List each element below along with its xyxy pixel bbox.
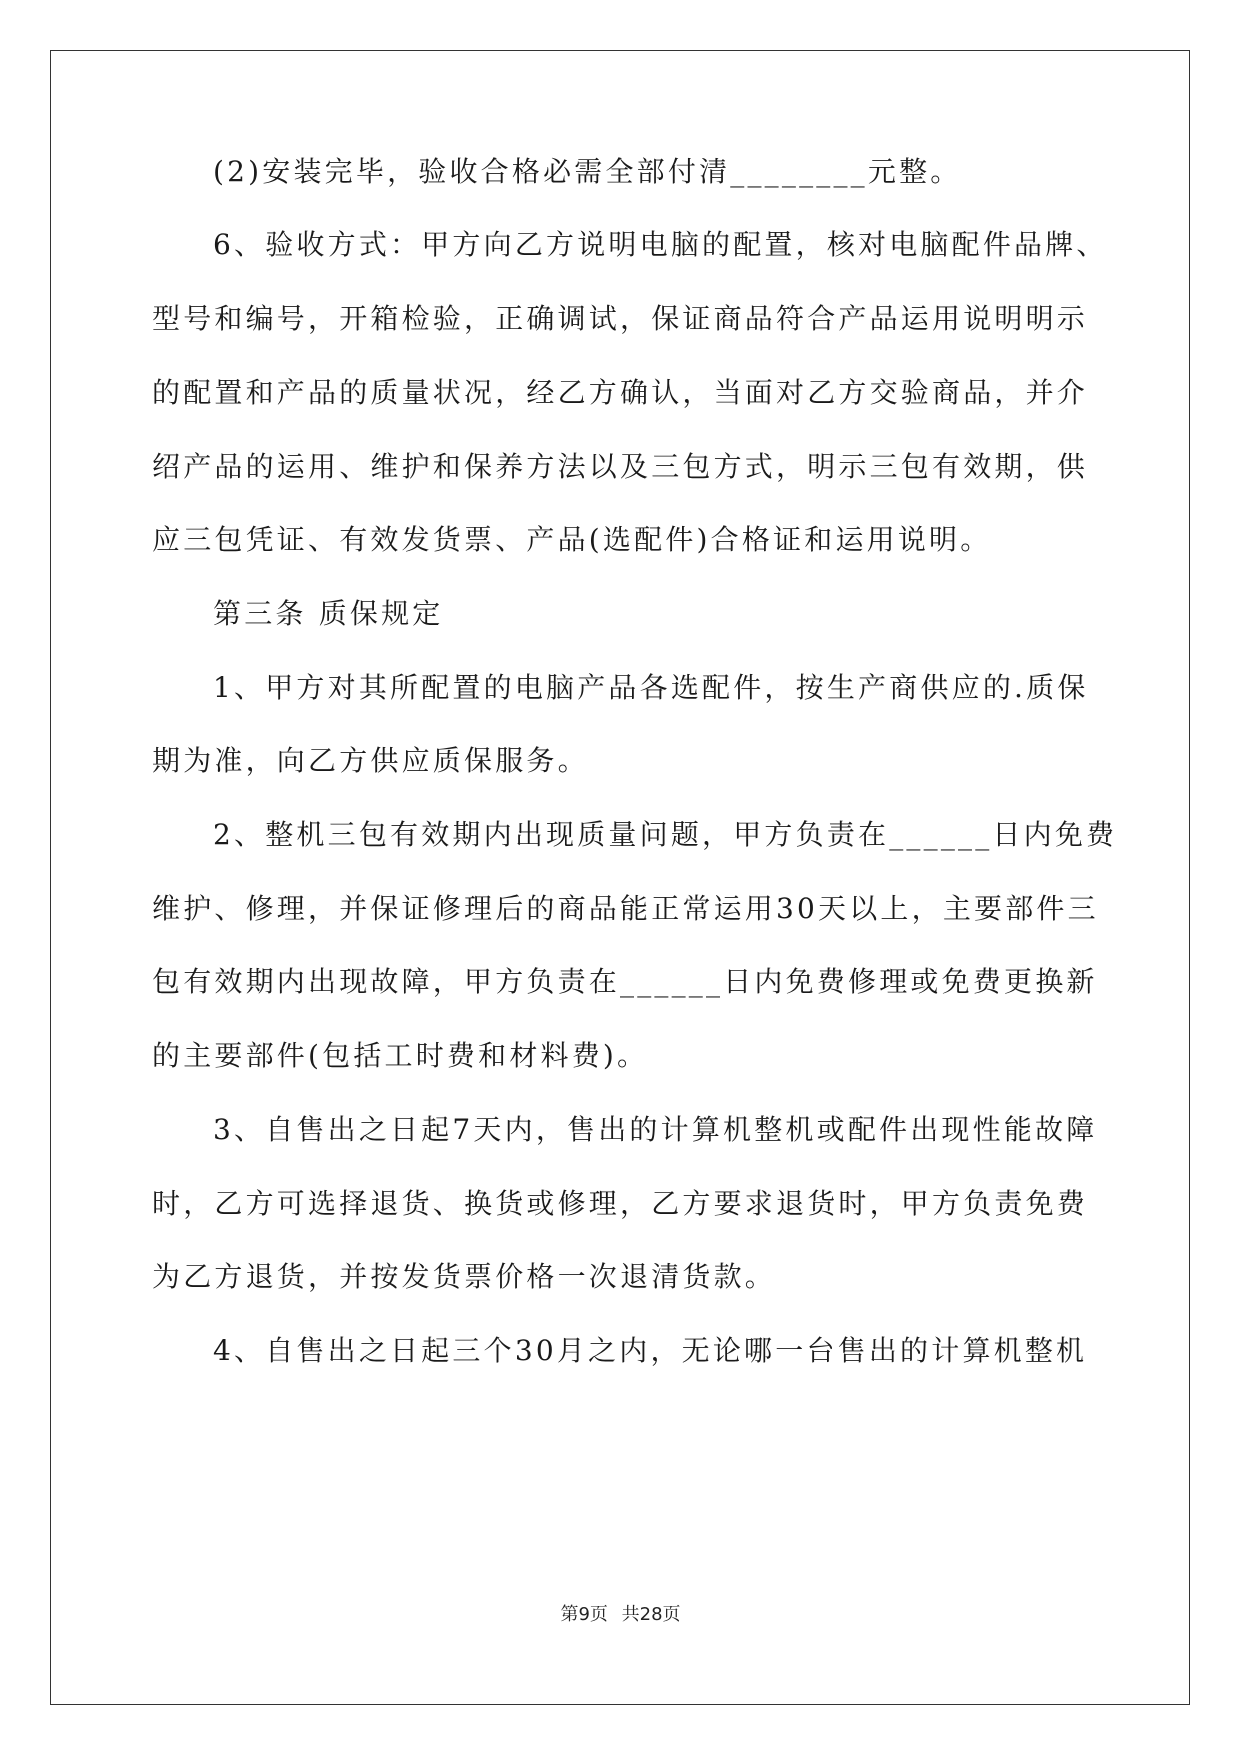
text-line-16: 为乙方退货，并按发货票价格一次退清货款。: [152, 1260, 777, 1293]
text-line-17: 4、自售出之日起三个30月之内，无论哪一台售出的计算机整机: [213, 1334, 1088, 1367]
text-line-13: 的主要部件(包括工时费和材料费)。: [152, 1039, 649, 1072]
text-line-4: 的配置和产品的质量状况，经乙方确认，当面对乙方交验商品，并介: [152, 376, 1089, 409]
text-line-5: 绍产品的运用、维护和保养方法以及三包方式，明示三包有效期，供: [152, 450, 1089, 483]
text-line-14: 3、自售出之日起7天内，售出的计算机整机或配件出现性能故障: [213, 1113, 1098, 1146]
text-line-15: 时，乙方可选择退货、换货或修理，乙方要求退货时，甲方负责免费: [152, 1187, 1089, 1220]
text-line-11: 维护、修理，并保证修理后的商品能正常运用30天以上，主要部件三: [152, 892, 1099, 925]
text-line-12: 包有效期内出现故障，甲方负责在______日内免费修理或免费更换新: [152, 965, 1098, 998]
text-line-9: 期为准，向乙方供应质保服务。: [152, 744, 589, 777]
text-line-6: 应三包凭证、有效发货票、产品(选配件)合格证和运用说明。: [152, 523, 992, 556]
text-line-2: 6、验收方式：甲方向乙方说明电脑的配置，核对电脑配件品牌、: [213, 228, 1108, 261]
text-line-8: 1、甲方对其所配置的电脑产品各选配件，按生产商供应的.质保: [213, 671, 1089, 704]
page-footer: [0, 1603, 1241, 1627]
text-line-10: 2、整机三包有效期内出现质量问题，甲方负责在______日内免费: [213, 818, 1118, 851]
page-total: 共28页: [621, 1604, 681, 1625]
section-heading: 第三条 质保规定: [213, 597, 444, 630]
text-line-1: (2)安装完毕，验收合格必需全部付清________元整。: [213, 155, 962, 188]
text-line-3: 型号和编号，开箱检验，正确调试，保证商品符合产品运用说明明示: [152, 302, 1089, 335]
page-number: 第9页: [560, 1604, 608, 1625]
